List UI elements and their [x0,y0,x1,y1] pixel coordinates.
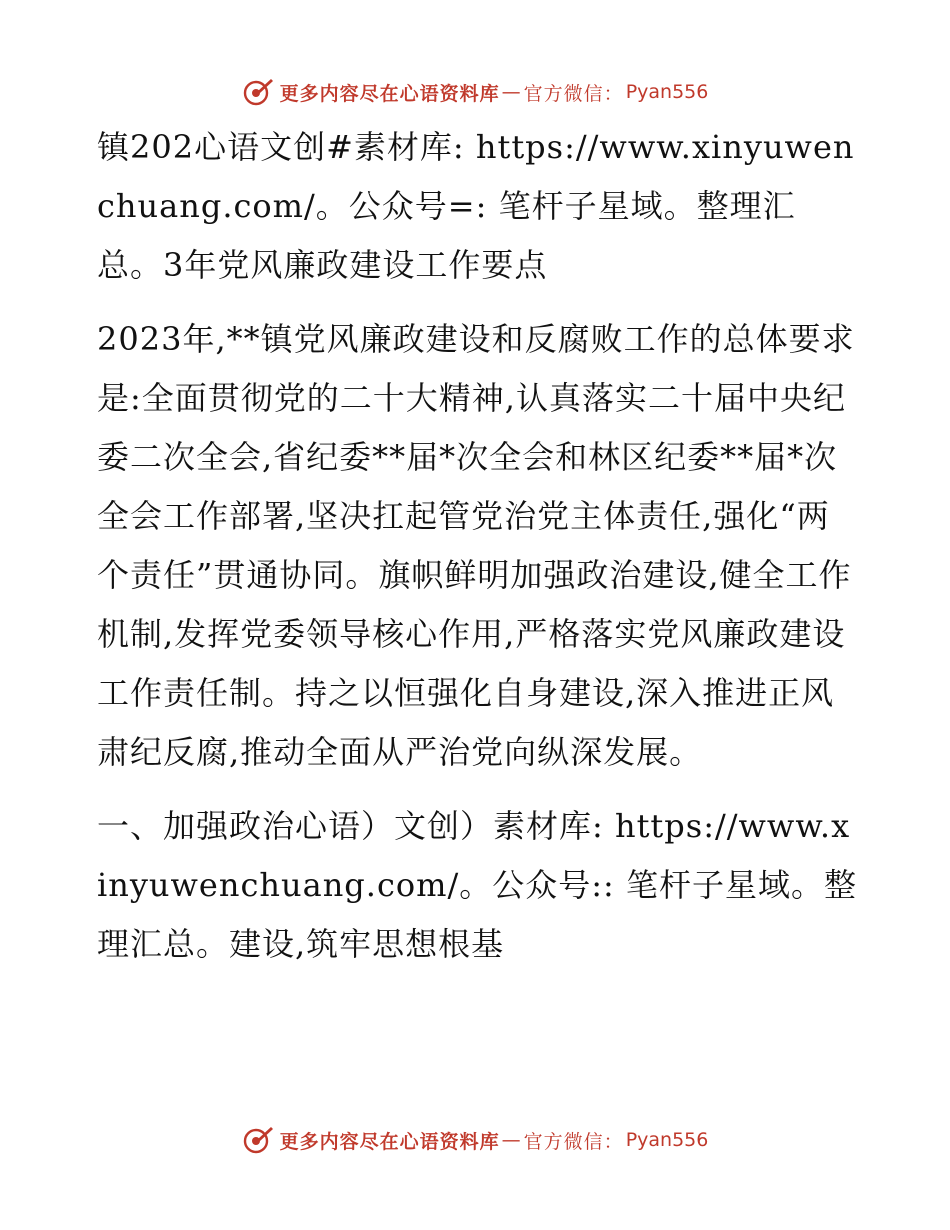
paragraph-section-one: 一、加强政治心语）文创）素材库: https://www.xinyuwenchuang.com/。公众号:: 笔杆子星域。整理汇总。建设,筑牢思想根基 [97,807,858,963]
watermark-contact-label: 官方微信： [523,1130,624,1153]
watermark-main-text: 更多内容尽在心语资料库 [279,1130,500,1153]
watermark-dash: — [501,1129,522,1151]
watermark-wechat-id: Pyan556 [625,1129,709,1151]
watermark-contact-label: 官方微信： [523,82,624,105]
paragraph-title: 镇202心语文创#素材库: https://www.xinyuwenchuang.com/。公众号=: 笔杆子星域。整理汇总。3年党风廉政建设工作要点 [97,128,855,284]
header-watermark [0,72,950,112]
brush-logo-icon [242,1124,274,1156]
footer-watermark [0,1120,950,1160]
watermark-main-text: 更多内容尽在心语资料库 [279,82,500,105]
brush-logo-icon [242,76,274,108]
document-body [97,118,857,989]
watermark-wechat-id: Pyan556 [625,81,709,103]
paragraph-overview: 2023年,**镇党风廉政建设和反腐败工作的总体要求是:全面贯彻党的二十大精神,认真落实二十届中央纪委二次全会,省纪委**届*次全会和林区纪委**届*次全会工作部署,坚决扛起管党治党主体责任,强化“两个责任”贯通协同。旗帜鲜明加强政治建设,健全工作机制,发挥党委领导核心作用,严格落实党风廉政建设工作责任制。持之以恒强化自身建设,深入推进正风肃纪反腐,推动全面从严治党向纵深发展。 [97,320,855,771]
watermark-dash: — [501,81,522,103]
